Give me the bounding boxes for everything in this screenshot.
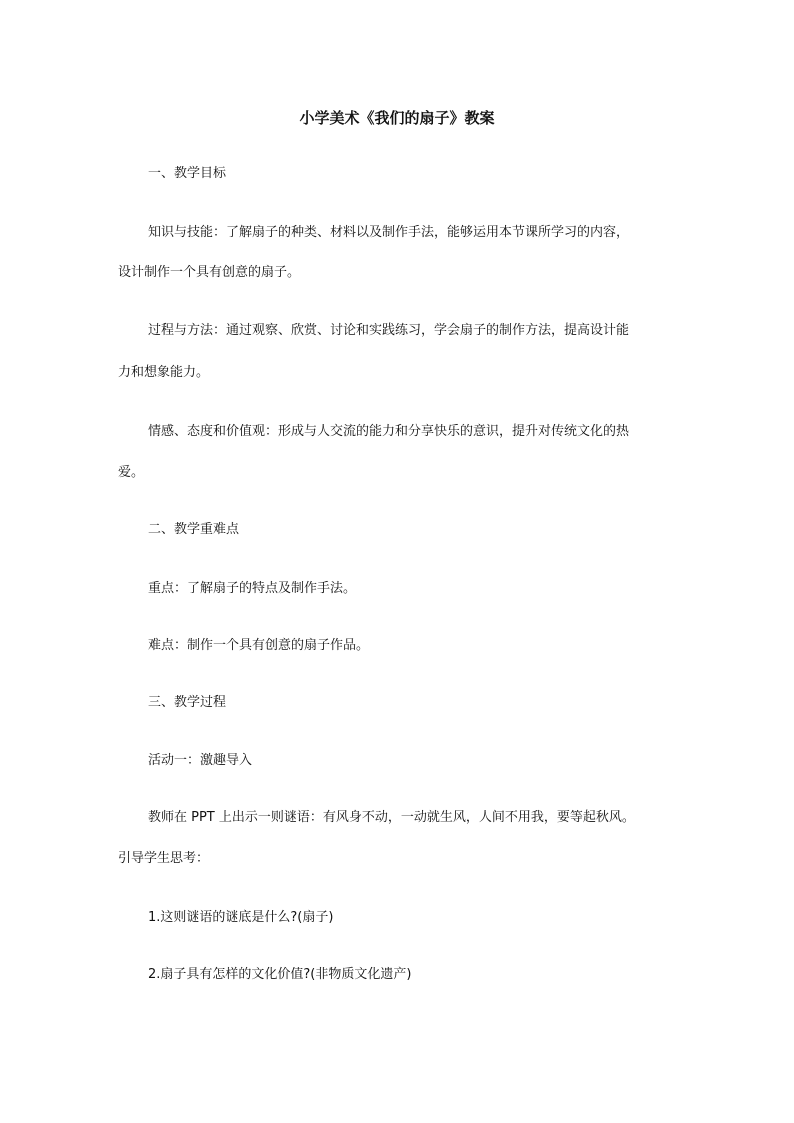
document-title: 小学美术《我们的扇子》教案	[299, 109, 495, 127]
paragraph-line: 情感、态度和价值观：形成与人交流的能力和分享快乐的意识，提升对传统文化的热	[148, 424, 630, 439]
paragraph-line: 知识与技能：了解扇子的种类、材料以及制作手法，能够运用本节课所学习的内容，	[148, 225, 630, 240]
paragraph-line: 过程与方法：通过观察、欣赏、讨论和实践练习，学会扇子的制作方法，提高设计能	[148, 323, 630, 338]
paragraph-line: 设计制作一个具有创意的扇子。	[118, 265, 301, 280]
list-item: 2.扇子具有怎样的文化价值?(非物质文化遗产)	[148, 967, 412, 982]
paragraph-line: 引导学生思考：	[118, 851, 210, 866]
list-item: 1.这则谜语的谜底是什么?(扇子)	[148, 910, 334, 925]
paragraph-line: 爱。	[118, 465, 145, 480]
section-heading-process: 三、教学过程	[148, 695, 227, 710]
paragraph-line: 教师在 PPT 上出示一则谜语：有风身不动，一动就生风，人间不用我，要等起秋风。	[148, 810, 635, 825]
paragraph-line: 重点：了解扇子的特点及制作手法。	[148, 581, 357, 596]
paragraph-line: 难点：制作一个具有创意的扇子作品。	[148, 638, 370, 653]
section-heading-objectives: 一、教学目标	[148, 166, 227, 181]
activity-heading: 活动一：激趣导入	[148, 753, 253, 768]
section-heading-key-points: 二、教学重难点	[148, 522, 240, 537]
paragraph-line: 力和想象能力。	[118, 365, 210, 380]
